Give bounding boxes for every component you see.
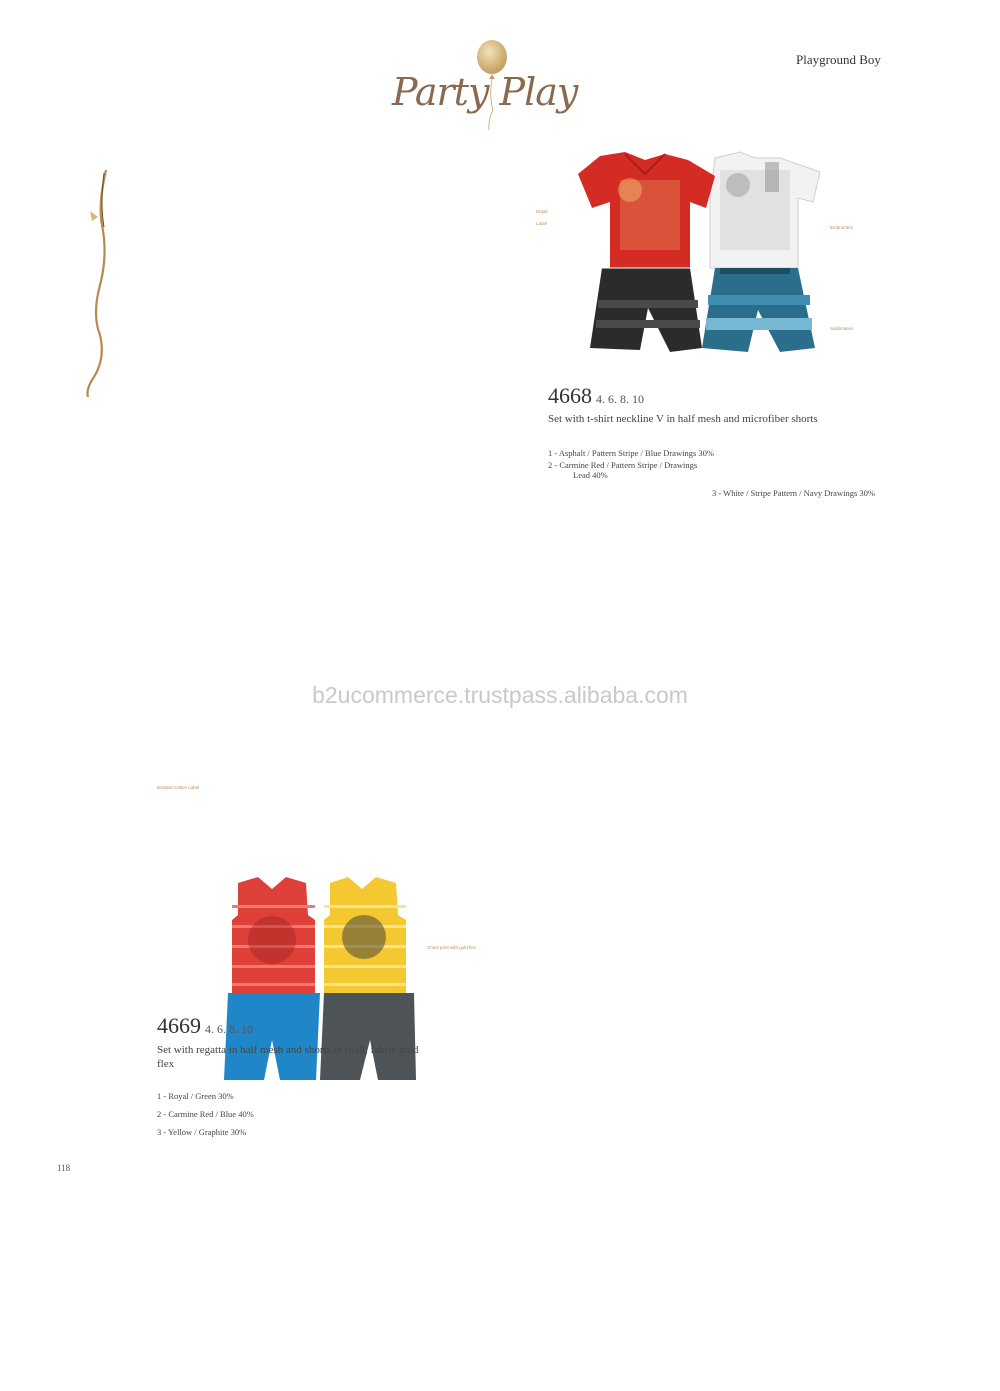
product-sizes: 4. 6. 8. 10 [205, 1022, 253, 1036]
brand-wordmark: Party Play [392, 70, 578, 114]
product-4669-option-3: 3 - Yellow / Graphite 30% [157, 1127, 247, 1137]
white-tshirt [710, 152, 820, 268]
product-4668-option-2: 2 - Carmine Red / Pattern Stripe / Drawings [548, 460, 698, 470]
teal-shorts [702, 268, 815, 352]
red-tshirt [578, 152, 715, 270]
graphite-shorts [320, 993, 416, 1080]
page-number: 118 [57, 1163, 71, 1173]
product-4669-heading [157, 1013, 253, 1039]
black-shorts [590, 268, 702, 352]
product-4668-heading [548, 383, 644, 409]
product-4669-description: Set with regatta in half mesh and shorts in twill, fabric gold [157, 1044, 419, 1056]
yellow-tank-top [324, 877, 406, 995]
product-4669-option-2: 2 - Carmine Red / Blue 40% [157, 1109, 254, 1119]
watermark: b2ucommerce.trustpass.alibaba.com [312, 682, 688, 708]
annotation-embroidery: Embroidery [830, 225, 854, 230]
product-4668-option-2-cont: Lead 40% [573, 470, 608, 480]
product-sizes: 4. 6. 8. 10 [596, 392, 644, 406]
annotation-detail: Detail [536, 209, 548, 214]
product-code: 4669 [157, 1013, 201, 1038]
annotation-print-4669: Chest print with gold flex [427, 945, 477, 950]
product-4668-option-1: 1 - Asphalt / Pattern Stripe / Blue Drawings 30% [548, 448, 714, 458]
product-4668-image [570, 150, 830, 360]
ribbon-decoration [78, 165, 118, 400]
section-title: Playground Boy [796, 52, 881, 67]
red-tank-top [232, 877, 315, 995]
annotation-label: Label [536, 221, 548, 226]
product-4669-description-cont: flex [157, 1058, 175, 1070]
product-code: 4668 [548, 383, 592, 408]
product-4668-option-3: 3 - White / Stripe Pattern / Navy Drawings 30% [712, 488, 875, 498]
product-4669-option-1: 1 - Royal / Green 30% [157, 1091, 234, 1101]
product-4668-description: Set with t-shirt neckline V in half mesh and microfiber shorts [548, 413, 818, 425]
annotation-sublimation: Sublimation [830, 326, 854, 331]
annotation-label-4669: Braided Cotton Label [157, 785, 200, 790]
